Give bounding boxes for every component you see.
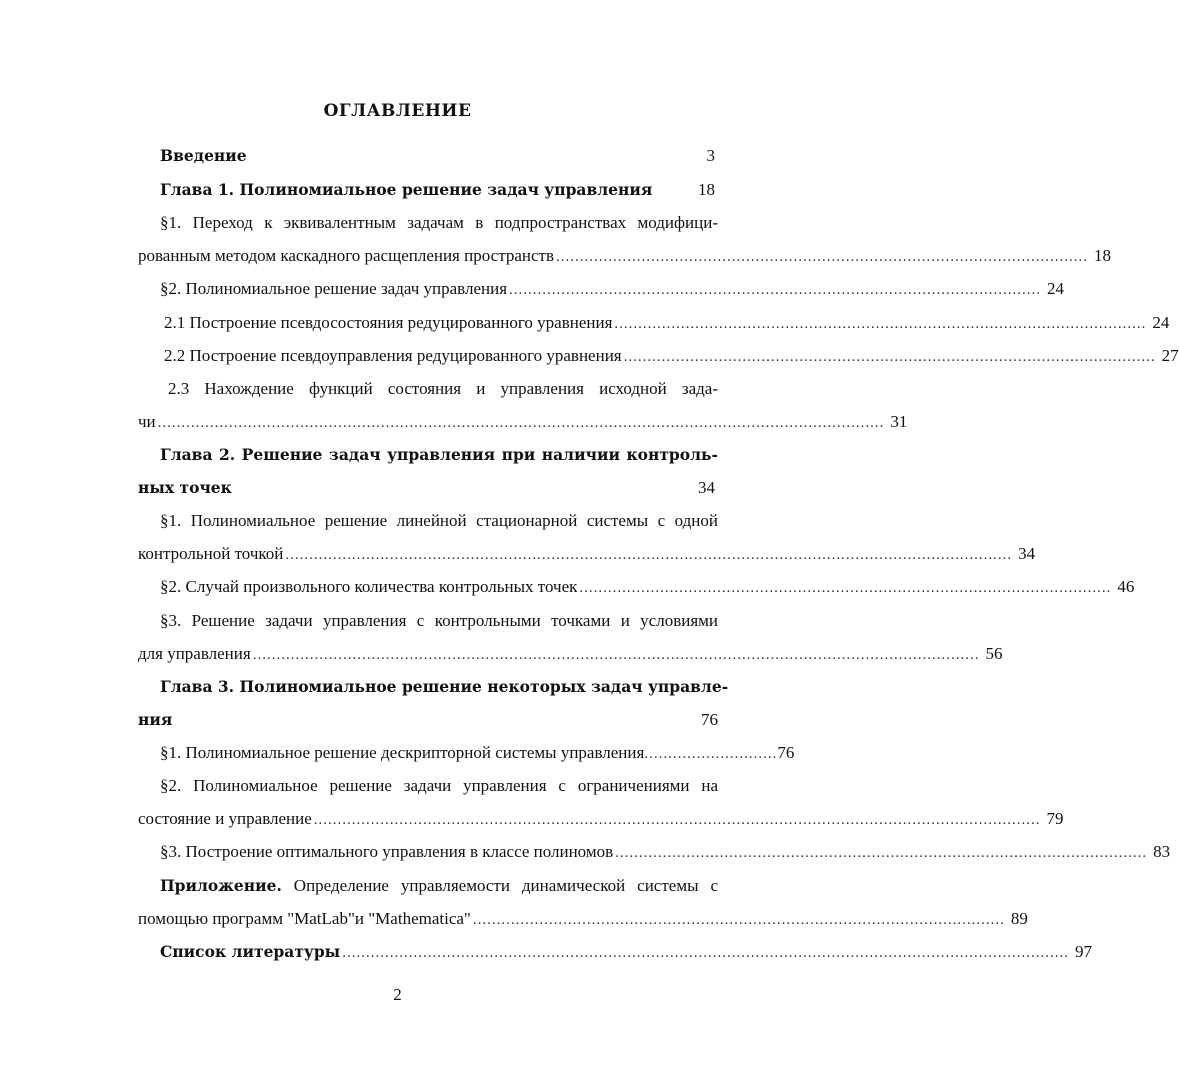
- toc-page-number: 79: [1046, 809, 1064, 828]
- toc-ch1-s23-line2: [138, 412, 908, 436]
- toc-appendix-line2: [138, 909, 1028, 933]
- dot-leader: ................................................................................................................: [472, 912, 1005, 928]
- toc-chapter-heading: ния: [138, 710, 173, 729]
- dot-leader: ................................................................................................................: [614, 316, 1147, 332]
- toc-page-number: 89: [1010, 909, 1028, 928]
- toc-chapter-3-line2: [138, 710, 718, 734]
- toc-entry-text: 2.1 Построение псевдосостояния редуцированного уравнения: [164, 313, 613, 332]
- toc-ch1-s22: [164, 346, 1179, 370]
- toc-page-number: 97: [1074, 942, 1092, 961]
- toc-chapter-1: [160, 180, 715, 204]
- toc-ch2-s3-line1: [160, 611, 718, 635]
- toc-entry-text: §3. Решение задачи управления с контрольными точками и условиями: [160, 611, 718, 630]
- toc-entry-text: §3. Построение оптимального управления в классе полиномов: [160, 842, 614, 861]
- toc-ch3-s2-line1: [160, 776, 718, 800]
- toc-entry-text: 2.3 Нахождение функций состояния и управления исходной зада-: [168, 379, 718, 398]
- dot-leader: .........................................................................................................................................................: [157, 415, 885, 431]
- toc-ch1-s1-line2: [138, 246, 1111, 270]
- dot-leader: .........................................................................................................................................................: [252, 647, 980, 663]
- toc-chapter-heading: Глава 3. Полиномиальное решение некоторых задач управле-: [160, 677, 729, 696]
- toc-page-number: 18: [698, 180, 715, 199]
- dot-leader: ................................................................................................................: [555, 249, 1088, 265]
- toc-ch1-s2: [160, 279, 1065, 303]
- toc-ch3-s3: [160, 842, 1171, 866]
- toc-entry-label: Введение: [160, 146, 247, 165]
- toc-chapter-heading: Глава 2. Решение задач управления при наличии контроль-: [160, 445, 718, 464]
- toc-page-number: 56: [985, 644, 1003, 663]
- toc-entry-text: 2.2 Построение псевдоуправления редуцированного уравнения: [164, 346, 622, 365]
- toc-title: ОГЛАВЛЕНИЕ: [323, 101, 472, 121]
- toc-appendix-text: Определение управляемости динамической системы с: [281, 876, 718, 895]
- toc-ch2-s1-line2: [138, 544, 1036, 568]
- toc-entry-text: §1. Переход к эквивалентным задачам в подпространствах модифици-: [160, 213, 718, 232]
- toc-chapter-3-line1: [160, 677, 729, 701]
- toc-page-number: 83: [1153, 842, 1171, 861]
- toc-ch1-s23-line1: [168, 379, 718, 403]
- toc-chapter-heading: Глава 1. Полиномиальное решение задач управления: [160, 180, 653, 199]
- toc-entry-text: чи: [138, 412, 156, 431]
- toc-page-number: 24: [1047, 279, 1065, 298]
- toc-page-number: 24: [1152, 313, 1170, 332]
- toc-entry-text: для управления: [138, 644, 251, 663]
- dot-leader: .........................................................................................................................................................: [285, 547, 1013, 563]
- toc-page-number: 31: [890, 412, 908, 431]
- toc-entry-text: §2. Полиномиальное решение задач управления: [160, 279, 508, 298]
- dot-leader: ................................................................................................................: [509, 282, 1042, 298]
- dot-leader: .........................................................................................................................................................: [342, 945, 1069, 961]
- toc-entry-text: помощью программ "MatLab"и "Mathematica": [138, 909, 471, 928]
- toc-ch3-s2-line2: [138, 809, 1064, 833]
- dot-leader: ................................................................................................................: [623, 349, 1156, 365]
- dot-leader: ................................................................................................................: [615, 845, 1148, 861]
- toc-page-number: 34: [698, 478, 715, 497]
- toc-ch2-s1-line1: [160, 511, 718, 535]
- toc-appendix-line1: [160, 876, 718, 900]
- page-number: 2: [393, 985, 402, 1004]
- toc-chapter-2-line1: [160, 445, 718, 469]
- toc-entry-text: состояние и управление: [138, 809, 312, 828]
- toc-entry-label: Список литературы: [160, 942, 341, 961]
- toc-page-number: 46: [1117, 577, 1135, 596]
- toc-entry-text: §2. Случай произвольного количества контрольных точек: [160, 577, 578, 596]
- toc-page-number: 34: [1018, 544, 1036, 563]
- toc-entry-intro: [160, 146, 715, 170]
- toc-entry-text: рованным методом каскадного расщепления пространств: [138, 246, 554, 265]
- toc-bibliography: [160, 942, 1092, 966]
- toc-entry-text: §1. Полиномиальное решение линейной стационарной системы с одной: [160, 511, 718, 530]
- toc-appendix-label: Приложение.: [160, 876, 282, 895]
- toc-chapter-heading: ных точек: [138, 478, 232, 497]
- toc-page-number: 76: [701, 710, 718, 729]
- toc-page-number: 76: [777, 743, 795, 762]
- toc-chapter-2-line2: [138, 478, 715, 502]
- toc-ch2-s2: [160, 577, 1135, 601]
- toc-entry-text: §1. Полиномиальное решение дескрипторной системы управления: [160, 743, 645, 762]
- toc-ch1-s21: [164, 313, 1170, 337]
- toc-ch3-s1: [160, 743, 795, 767]
- toc-entry-text: §2. Полиномиальное решение задачи управления с ограничениями на: [160, 776, 718, 795]
- dot-leader: ................................................................................................................: [579, 580, 1112, 596]
- toc-page-number: 3: [706, 146, 715, 165]
- dot-leader: ............................: [644, 746, 778, 762]
- toc-entry-text: контрольной точкой: [138, 544, 284, 563]
- dot-leader: .........................................................................................................................................................: [313, 812, 1041, 828]
- toc-entry-text: [160, 876, 718, 896]
- toc-page-number: 27: [1161, 346, 1179, 365]
- toc-ch1-s1-line1: [160, 213, 718, 237]
- toc-ch2-s3-line2: [138, 644, 1003, 668]
- toc-page-number: 18: [1093, 246, 1111, 265]
